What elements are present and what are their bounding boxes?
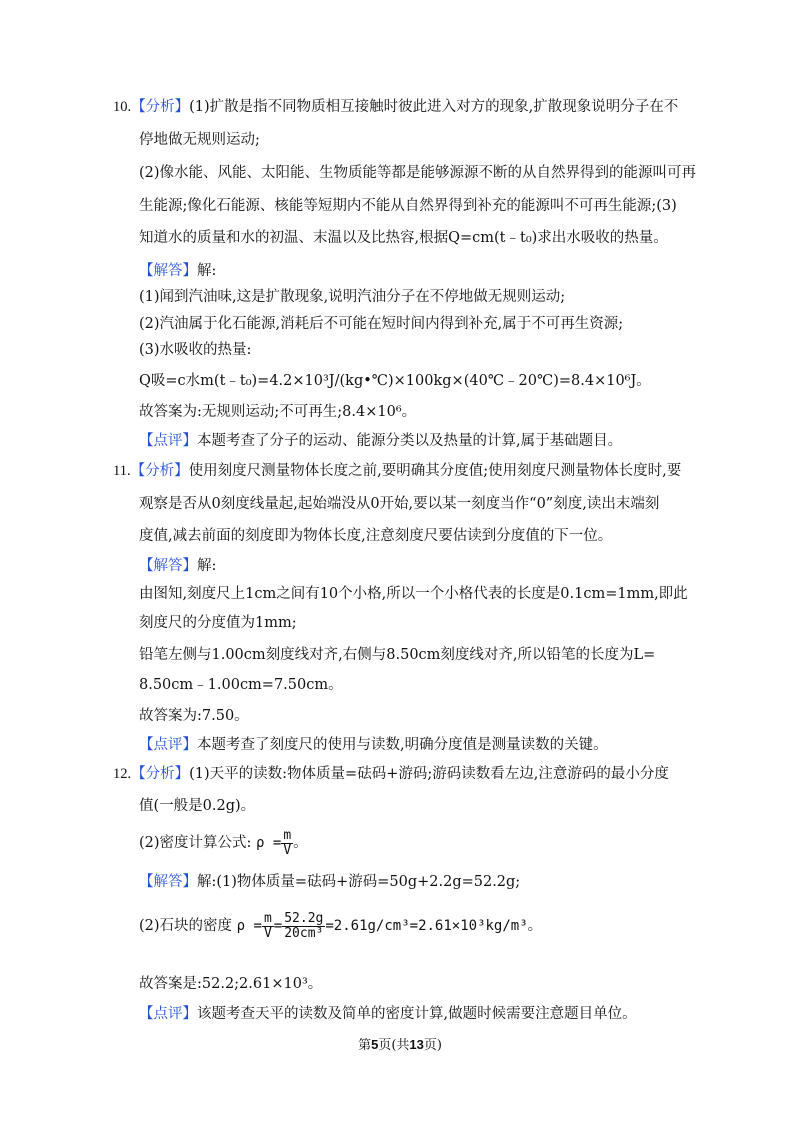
q12-analysis-text-1: (1)天平的读数:物体质量=砝码+游码;游码读数看左边,注意游码的最小分度: [189, 766, 669, 782]
footer-total-pages: 13: [409, 1037, 424, 1052]
q11-solution-line-1: 由图知,刻度尺上1cm之间有10个小格,所以一个小格代表的长度是0.1cm=1mm,即此: [139, 586, 688, 602]
q11-comment-text: 本题考查了刻度尺的使用与读数,明确分度值是测量读数的关键。: [197, 737, 608, 753]
footer-suffix: 页): [423, 1038, 442, 1053]
q11-answer-heading: [139, 556, 216, 576]
q12-number: 12.: [113, 766, 132, 782]
q12-stone-density-label: (2)石块的密度: [139, 918, 233, 934]
q10-solution-line-1: (1)闻到汽油味,这是扩散现象,说明汽油分子在不停地做无规则运动;: [139, 289, 566, 305]
q12-f2-numerator-1: m: [263, 910, 272, 926]
q11-analysis-text-1: 使用刻度尺测量物体长度之前,要明确其分度值;使用刻度尺测量物体长度时,要: [188, 463, 682, 479]
q12-solution-line-3: 故答案是:52.2;2.61×10³。: [139, 976, 323, 992]
q10-answer-tag: 【解答】: [139, 263, 197, 279]
q11-analysis-tag: 【分析】: [130, 463, 189, 479]
q12-formula-numerator: m: [283, 827, 292, 843]
q12-analysis-line-3: [139, 826, 308, 860]
q10-analysis-line-2: 停地做无规则运动;: [139, 132, 260, 148]
q12-answer-line-1: [139, 872, 520, 892]
q10-solution-line-3: (3)水吸收的热量:: [139, 342, 252, 358]
q10-analysis-text-1: (1)扩散是指不同物质相互接触时彼此进入对方的现象,扩散现象说明分子在不: [189, 99, 679, 115]
q12-f2-result: =2.61g/cm³=2.61×10³kg/m³: [325, 918, 528, 934]
q10-comment-tag: 【点评】: [139, 433, 197, 449]
q11-answer-suffix: 解:: [197, 558, 217, 574]
q10-answer-suffix: 解:: [197, 263, 217, 279]
q11-solution-line-4: 8.50cm﹣1.00cm=7.50cm。: [139, 677, 343, 693]
q12-formula-rho: ρ =: [256, 835, 282, 851]
q12-f2-equals: =: [273, 918, 283, 934]
q11-comment-tag: 【点评】: [139, 737, 197, 753]
q12-solution-text-1: 解:(1)物体质量=砝码+游码=50g+2.2g=52.2g;: [197, 874, 521, 890]
q10-analysis-tag: 【分析】: [131, 99, 190, 115]
q12-answer-tag: 【解答】: [139, 874, 197, 890]
q10-solution-line-5: 故答案为:无规则运动;不可再生;8.4×10⁶。: [139, 404, 417, 420]
q11-analysis-line-2: 观察是否从0刻度线量起,起始端没从0开始,要以某一刻度当作“0”刻度,读出末端刻: [139, 496, 660, 512]
q12-comment-text: 该题考查天平的读数及简单的密度计算,做题时候需要注意题目单位。: [197, 1006, 637, 1022]
q10-analysis-line-3: (2)像水能、风能、太阳能、生物质能等都是能够源源不断的从自然界得到的能源叫可再: [139, 165, 697, 181]
q10-comment-text: 本题考查了分子的运动、能源分类以及热量的计算,属于基础题目。: [197, 433, 623, 449]
q12-f2-rho: ρ =: [236, 918, 262, 934]
q12-analysis-line-1: [113, 764, 669, 784]
q12-formula-fraction: [281, 829, 293, 858]
q12-comment-line: [139, 1004, 637, 1024]
q10-analysis-line-5: 知道水的质量和水的初温、末温以及比热容,根据Q=cm(t﹣t₀)求出水吸收的热量。: [139, 230, 668, 246]
q12-formula-end: 。: [293, 835, 308, 851]
q10-comment-line: [139, 431, 622, 451]
q12-f2-denominator-2: 20cm³: [284, 925, 324, 941]
q11-solution-line-2: 刻度尺的分度值为1mm;: [139, 615, 297, 631]
footer-prefix: 第: [358, 1038, 372, 1053]
q12-density-formula-label: (2)密度计算公式:: [139, 835, 252, 851]
q12-f2-denominator-1: V: [263, 925, 272, 941]
q12-formula-denominator: V: [283, 842, 292, 858]
q11-solution-line-5: 故答案为:7.50。: [139, 708, 249, 724]
q10-solution-line-2: (2)汽油属于化石能源,消耗后不可能在短时间内得到补充,属于不可再生资源;: [139, 316, 624, 332]
q11-analysis-line-1: [113, 461, 681, 481]
q10-number: 10.: [113, 99, 132, 115]
q12-f2-numerator-2: 52.2g: [284, 910, 324, 926]
q10-answer-heading: [139, 261, 216, 281]
q11-answer-tag: 【解答】: [139, 558, 197, 574]
page-footer: [0, 1034, 800, 1053]
q12-comment-tag: 【点评】: [139, 1006, 197, 1022]
q12-analysis-tag: 【分析】: [131, 766, 190, 782]
q12-solution-line-2: [139, 906, 542, 946]
q11-number: 11.: [113, 463, 131, 479]
q10-analysis-line-4: 生能源;像化石能源、核能等短期内不能从自然界得到补充的能源叫不可再生能源;(3): [139, 198, 677, 214]
q11-solution-line-3: 铅笔左侧与1.00cm刻度线对齐,右侧与8.50cm刻度线对齐,所以铅笔的长度为L=: [139, 647, 656, 663]
q12-f2-fraction-2: [282, 912, 325, 941]
q12-analysis-line-2: 值(一般是0.2g)。: [139, 798, 256, 814]
q10-solution-line-4: Q吸=c水m(t﹣t₀)=4.2×10³J/(kg•℃)×100kg×(40℃﹣20℃)=8.4×10⁶J。: [139, 373, 651, 389]
q11-comment-line: [139, 735, 608, 755]
q12-f2-end: 。: [527, 918, 543, 934]
q11-analysis-line-3: 度值,减去前面的刻度即为物体长度,注意刻度尺要估读到分度值的下一位。: [139, 528, 613, 544]
footer-page-number: 5: [371, 1037, 379, 1052]
q10-analysis-line-1: [113, 97, 678, 117]
footer-mid: 页(共: [378, 1038, 410, 1053]
q12-f2-fraction-1: [262, 912, 274, 941]
